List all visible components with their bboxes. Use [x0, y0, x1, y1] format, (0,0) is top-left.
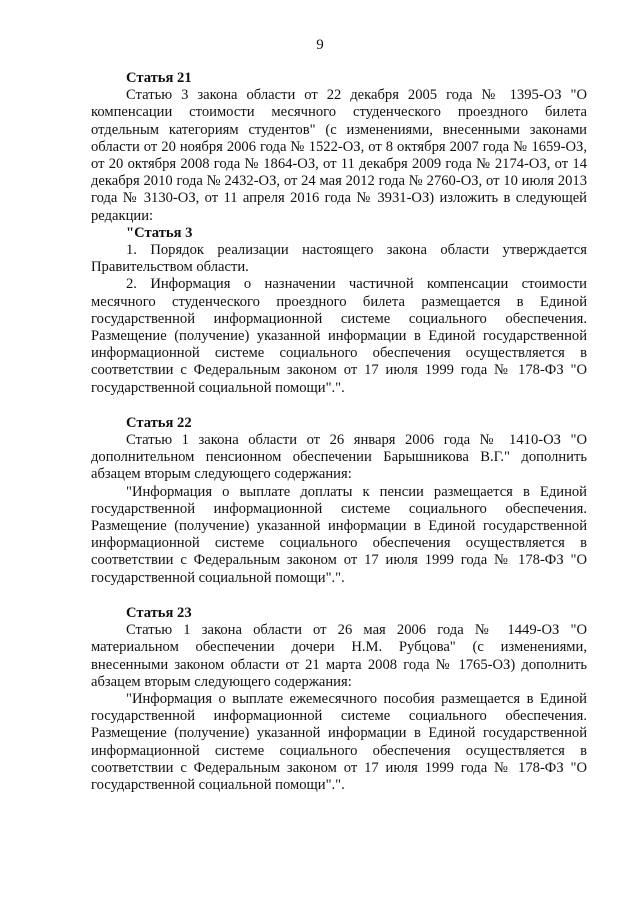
quoted-article-paragraph: 2. Информация о назначении частичной компенсации стоимости месячного студенческого проездного билета размещается в Единой государственной информационной системе социального обеспечения. Размещение (получение) указанной информации в Единой государственной информационной системе социального обеспечения осуществляется в соответствии с Федеральным законом от 17 июля 1999 года № 178-ФЗ "О государственной социальной помощи".". [91, 276, 587, 396]
article-22 [91, 415, 587, 587]
article-heading: Статья 23 [126, 604, 192, 621]
article-23 [91, 605, 587, 794]
article-paragraph: Статью 1 закона области от 26 января 2006 года № 1410-ОЗ "О дополнительном пенсионном обеспечении Барышникова В.Г." дополнить абзацем вторым следующего содержания: [91, 432, 587, 483]
page-number: 9 [316, 37, 324, 53]
quoted-article-heading: "Статья 3 [126, 224, 193, 241]
article-paragraph: "Информация о выплате ежемесячного пособия размещается в Единой государственной информационной системе социального обеспечения. Размещение (получение) указанной информации в Единой государственной информационной системе социального обеспечения осуществляется в соответствии с Федеральным законом от 17 июля 1999 года № 178-ФЗ "О государственной социальной помощи".". [91, 690, 587, 793]
article-heading: Статья 22 [126, 414, 192, 431]
article-paragraph: Статью 1 закона области от 26 мая 2006 года № 1449-ОЗ "О материальном обеспечении дочери Н.М. Рубцова" (с изменениями, внесенными законом области от 21 марта 2008 года № 1765-ОЗ) дополнить абзацем вторым следующего содержания: [91, 622, 587, 690]
article-paragraph: Статью 3 закона области от 22 декабря 2005 года № 1395-ОЗ "О компенсации стоимости месячного студенческого проездного билета отдельным категориям студентов" (с изменениями, внесенными законами области от 20 ноября 2006 года № 1522-ОЗ, от 8 октября 2007 года № 1659-ОЗ, от 20 октября 2008 года № 1864-ОЗ, от 11 декабря 2009 года № 2174-ОЗ, от 14 декабря 2010 года № 2432-ОЗ, от 24 мая 2012 года № 2760-ОЗ, от 10 июля 2013 года № 3130-ОЗ, от 11 апреля 2016 года № 3931-ОЗ) изложить в следующей редакции: [91, 87, 587, 224]
quoted-article-paragraph: 1. Порядок реализации настоящего закона области утверждается Правительством области. [91, 242, 587, 276]
article-heading: Статья 21 [126, 70, 192, 86]
article-paragraph: "Информация о выплате доплаты к пенсии размещается в Единой государственной информационной системе социального обеспечения. Размещение (получение) указанной информации в Единой государственной информационной системе социального обеспечения осуществляется в соответствии с Федеральным законом от 17 июля 1999 года № 178-ФЗ "О государственной социальной помощи".". [91, 483, 587, 586]
document-body [91, 70, 587, 794]
article-21 [91, 70, 587, 397]
